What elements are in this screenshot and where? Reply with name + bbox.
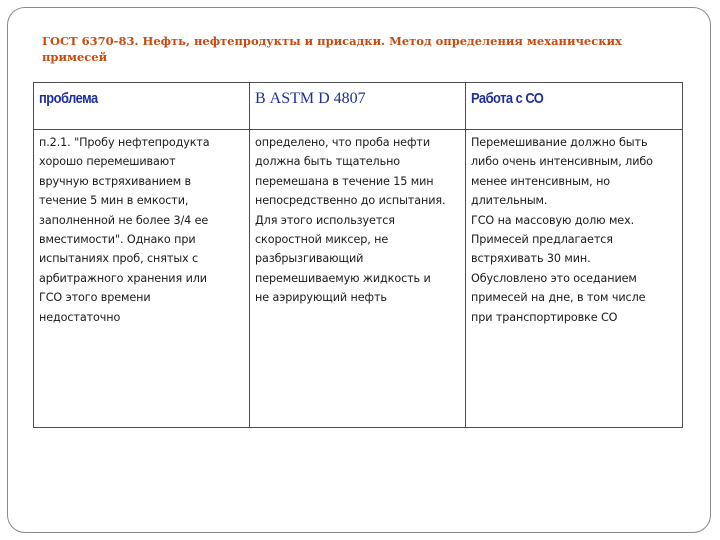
header-cell-co: [466, 83, 683, 130]
header-cell-astm: [250, 83, 466, 130]
header-astm-label: В ASTM D 4807: [255, 90, 366, 107]
cell-co-text: Перемешивание должно быть либо очень интенсивным, либо менее интенсивным, но длительным. ГСО на массовую долю мех. Примесей предлагается встряхивать 30 мин. Обусловлено это оседанием примесей на дне, в том числе при транспортировке СО: [471, 136, 653, 324]
slide-title: ГОСТ 6370-83. Нефть, нефтепродукты и присадки. Метод определения механических примесей: [42, 34, 622, 64]
header-problem-label: проблема: [39, 90, 98, 107]
table-row: [34, 130, 683, 428]
cell-problem-text: п.2.1. "Пробу нефтепродукта хорошо перемешивают вручную встряхиванием в течение 5 мин в емкости, заполненной не более 3/4 ее вместимости". Однако при испытаниях проб, снятых с арбитражного хранения или ГСО этого времени недостаточно: [39, 136, 210, 324]
cell-co: [466, 130, 683, 428]
comparison-table: [33, 82, 683, 428]
header-co-label: Работа с СО: [471, 90, 544, 107]
header-cell-problem: [34, 83, 250, 130]
cell-problem: [34, 130, 250, 428]
cell-astm-text: определено, что проба нефти должна быть тщательно перемешана в течение 15 мин непосредственно до испытания. Для этого используется скоростной миксер, не разбрызгивающий перемешиваемую жидкость и не аэрирующий нефть: [255, 136, 446, 305]
cell-astm: [250, 130, 466, 428]
table-header-row: [34, 83, 683, 130]
